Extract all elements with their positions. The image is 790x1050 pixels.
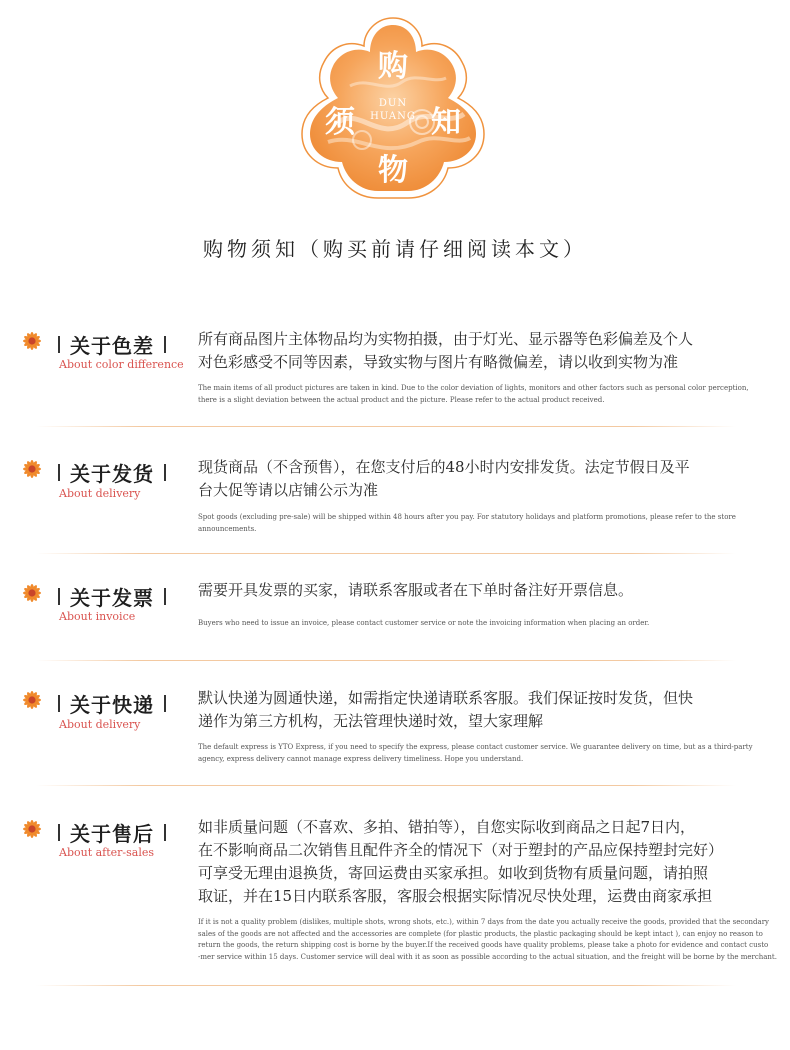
badge-latin-line1: DUN: [378, 98, 408, 109]
body-line: 默认快递为圆通快递，如需指定快递请联系客服。我们保证按时发货，但快: [198, 689, 694, 707]
section-heading: [58, 582, 166, 611]
section-title: 关于快递: [70, 693, 154, 717]
orange-flower-icon: [21, 818, 43, 840]
section-divider: [36, 985, 736, 986]
section-subtitle: About invoice: [59, 610, 136, 623]
body-line: 现货商品（不含预售），在您支付后的48小时内安排发货。法定节假日及平: [198, 458, 690, 476]
section-title: 关于色差: [70, 334, 154, 358]
section-body-en: [198, 512, 773, 535]
section-divider: [36, 660, 736, 661]
section-body-en: [198, 742, 773, 765]
body-line: 递作为第三方机构，无法管理快递时效，望大家理解: [198, 712, 544, 730]
dunhuang-badge-logo: [298, 14, 488, 202]
section-body-cn: [198, 456, 778, 502]
english-line: return the goods, the return shipping cost is borne by the buyer.If the received goods have quality problems, please take a photo for evidence and contact custo: [198, 941, 769, 949]
body-line: 如非质量问题（不喜欢、多拍、错拍等），自您实际收到商品之日起7日内，: [198, 818, 696, 836]
section-body-cn: [198, 328, 778, 374]
badge-latin-line2: HUANG: [370, 111, 416, 122]
badge-char-top: 购: [378, 49, 408, 84]
orange-flower-icon: [21, 458, 43, 480]
heading-bar-left: [58, 464, 60, 481]
orange-flower-icon: [21, 689, 43, 711]
english-line: announcements.: [198, 524, 257, 533]
body-line: 需要开具发票的买家，请联系客服或者在下单时备注好开票信息。: [198, 581, 634, 599]
section-subtitle: About delivery: [59, 487, 141, 500]
badge-char-left: 须: [325, 105, 355, 140]
english-line: agency, express delivery cannot manage express delivery timeliness. Hope you understand.: [198, 754, 524, 763]
heading-bar-left: [58, 336, 60, 353]
english-line: If it is not a quality problem (dislikes, multiple shots, wrong shots, etc.), within 7 days from the date you actually receive the goods, provided that the secondary: [198, 918, 770, 926]
section-body-cn: [198, 816, 778, 908]
heading-bar-right: [164, 824, 166, 841]
english-line: -mer service within 15 days. Customer service will deal with it as soon as possible according to the actual situation, and the freight will be borne by the merchant.: [198, 952, 777, 961]
heading-bar-right: [164, 336, 166, 353]
section-body-cn: [198, 687, 778, 733]
heading-bar-right: [164, 695, 166, 712]
section-subtitle: About color difference: [59, 358, 184, 371]
heading-bar-right: [164, 588, 166, 605]
badge-char-bottom: 物: [378, 153, 408, 188]
section-heading: [58, 330, 166, 359]
body-line: 可享受无理由退换货，寄回运费由买家承担。如收到货物有质量问题，请拍照: [198, 864, 709, 882]
orange-flower-icon: [21, 582, 43, 604]
notice-title: 购物须知（购买前请仔细阅读本文）: [203, 237, 587, 261]
heading-bar-left: [58, 588, 60, 605]
heading-bar-left: [58, 824, 60, 841]
section-heading: [58, 818, 166, 847]
body-line: 在不影响商品二次销售且配件齐全的情况下（对于塑封的产品应保持塑封完好）: [198, 841, 724, 859]
section-body-en: [198, 618, 773, 630]
section-body-en: [198, 383, 773, 406]
english-line: Buyers who need to issue an invoice, please contact customer service or note the invoicing information when placing an order.: [198, 619, 650, 627]
section-body-cn: [198, 579, 778, 602]
orange-flower-icon: [21, 330, 43, 352]
body-line: 对色彩感受不同等因素，导致实物与图片有略微偏差，请以收到实物为准: [198, 353, 679, 371]
heading-bar-right: [164, 464, 166, 481]
body-line: 取证，并在15日内联系客服，客服会根据实际情况尽快处理，运费由商家承担: [198, 887, 713, 905]
english-line: there is a slight deviation between the actual product and the picture. Please refer to the actual product received.: [198, 395, 605, 404]
english-line: sales of the goods are not affected and the accessories are complete (for plastic products, the plastic packaging should be kept intact ), can enjoy no reason to: [198, 929, 763, 938]
section-heading: [58, 458, 166, 487]
section-subtitle: About delivery: [59, 718, 141, 731]
english-line: Spot goods (excluding pre-sale) will be shipped within 48 hours after you pay. For statutory holidays and platform promotions, please refer to the store: [198, 513, 736, 521]
section-title: 关于售后: [70, 822, 154, 846]
section-heading: [58, 689, 166, 718]
section-divider: [36, 553, 736, 554]
body-line: 所有商品图片主体物品均为实物拍摄，由于灯光、显示器等色彩偏差及个人: [198, 330, 694, 348]
heading-bar-left: [58, 695, 60, 712]
badge-char-right: 知: [431, 105, 461, 140]
section-subtitle: About after-sales: [59, 846, 155, 859]
section-title: 关于发票: [70, 586, 154, 610]
section-divider: [36, 426, 736, 427]
english-line: The main items of all product pictures are taken in kind. Due to the color deviation of lights, monitors and other factors such as personal color perception,: [198, 384, 749, 392]
body-line: 台大促等请以店铺公示为准: [198, 481, 379, 499]
section-body-en: [198, 917, 778, 963]
section-divider: [36, 785, 736, 786]
section-title: 关于发货: [70, 462, 154, 486]
english-line: The default express is YTO Express, if you need to specify the express, please contact customer service. We guarantee delivery on time, but as a third-party: [198, 743, 753, 751]
